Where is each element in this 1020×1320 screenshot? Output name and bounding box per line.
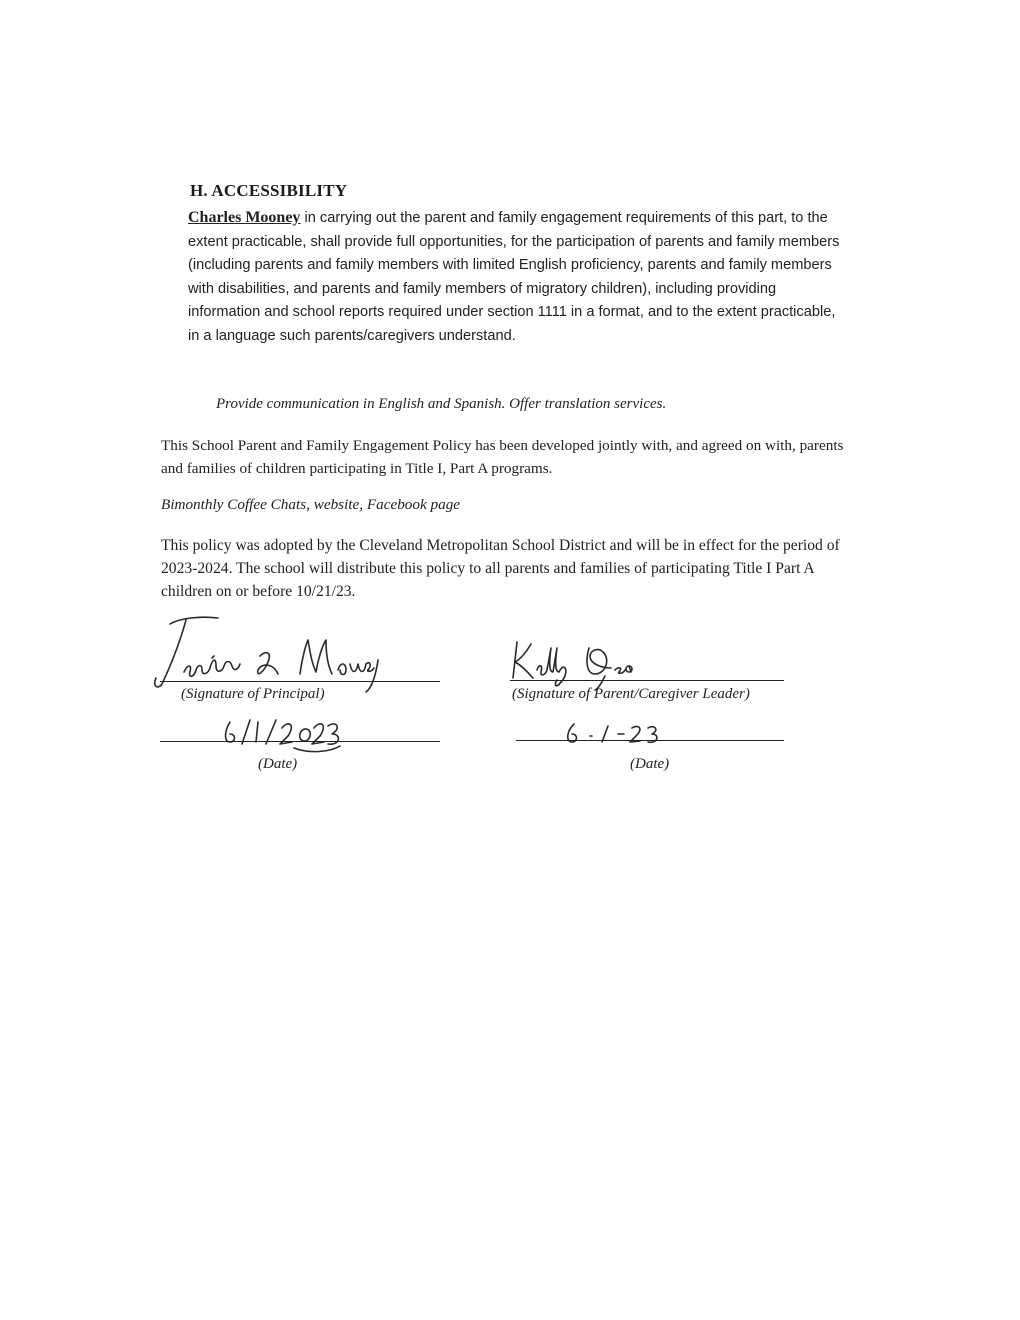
- section-heading: H. ACCESSIBILITY: [190, 181, 348, 200]
- accessibility-body: in carrying out the parent and family engagement requirements of this part, to the extent practicable, shall provide full opportunities, for the participation of parents and family members (including parents and family members with limited English proficiency, parents and family members with disabilities, and parents and family members of migratory children), including providing information and school reports required under section 1111 in a format, and to the extent practicable, in a language such parents/caregivers understand.: [188, 210, 840, 344]
- parent-date-caption: (Date): [630, 756, 670, 772]
- accessibility-paragraph: [188, 206, 848, 349]
- principal-signature-image: [140, 612, 440, 692]
- adoption-paragraph: This policy was adopted by the Cleveland Metropolitan School District and will be in effect for the period of 2023-2024. The school will distribute this policy to all parents and families of participating Title I Part A children on or before 10/21/23.: [161, 537, 840, 600]
- principal-date-handwritten: [220, 712, 360, 760]
- principal-signature-line: [160, 681, 440, 682]
- policy-statement: This School Parent and Family Engagement Policy has been developed jointly with, and agreed on with, parents and families of children participating in Title I, Part A programs.: [161, 437, 844, 477]
- parent-date-line: [516, 740, 784, 741]
- accessibility-response: Provide communication in English and Spanish. Offer translation services.: [216, 396, 667, 412]
- parent-date-handwritten: [560, 720, 680, 750]
- parent-signature-line: [510, 680, 784, 681]
- policy-response: Bimonthly Coffee Chats, website, Facebook page: [161, 496, 461, 513]
- parent-signature-image: [505, 632, 705, 692]
- principal-date-caption: (Date): [258, 756, 298, 772]
- principal-signature-caption: (Signature of Principal): [181, 686, 325, 702]
- school-name: Charles Mooney: [188, 209, 301, 226]
- parent-signature-caption: (Signature of Parent/Caregiver Leader): [512, 686, 750, 702]
- principal-date-line: [160, 741, 440, 742]
